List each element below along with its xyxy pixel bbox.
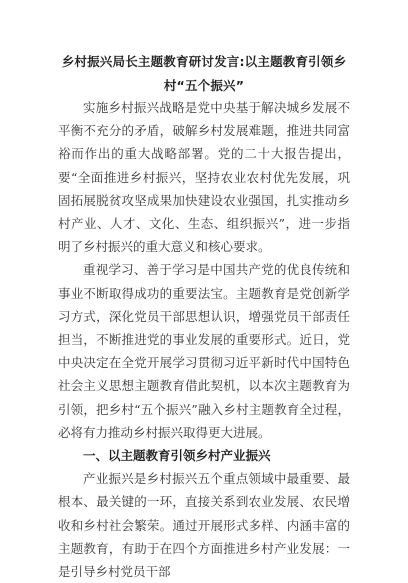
study-paragraph: 重视学习、善于学习是中国共产党的优良传统和事业不断取得成功的重要法宝。主题教育是党创新学习方式，深化党员干部思想认识，增强党员干部责任担当，不断推进党的事业发展的重要形式。近日，党中央决定在全党开展学习贯彻习近平新时代中国特色社会主义思想主题教育借此契机，以本次主题教育为引领，把乡村“五个振兴”融入乡村主题教育全过程，必将有力推动乡村振兴取得更大进展。 bbox=[58, 262, 350, 440]
intro-paragraph: 实施乡村振兴战略是党中央基于解决城乡发展不平衡不充分的矛盾，破解乡村发展难题，推进共同富裕而作出的重大战略部署。党的二十大报告提出，要“全面推进乡村振兴，坚持农业农村优先发展，巩固拓展脱贫攻坚成果加快建设农业强国，扎实推动乡村产业、人才、文化、生态、组织振兴”，进一步指明了乡村振兴的重大意义和核心要求。 bbox=[58, 100, 350, 255]
section-heading: 一、以主题教育引领乡村产业振兴 bbox=[83, 448, 271, 464]
section-paragraph: 产业振兴是乡村振兴五个重点领域中最重要、最根本、最关键的一环，直接关系到农业发展、农民增收和乡村社会繁荣。通过开展形式多样、内涵丰富的主题教育，有助于在四个方面推进乡村产业发展：一是引导乡村党员干部 bbox=[58, 471, 350, 580]
document-body bbox=[58, 96, 350, 583]
document-title: 乡村振兴局长主题教育研讨发言:以主题教育引领乡村“五个振兴” bbox=[61, 54, 347, 93]
